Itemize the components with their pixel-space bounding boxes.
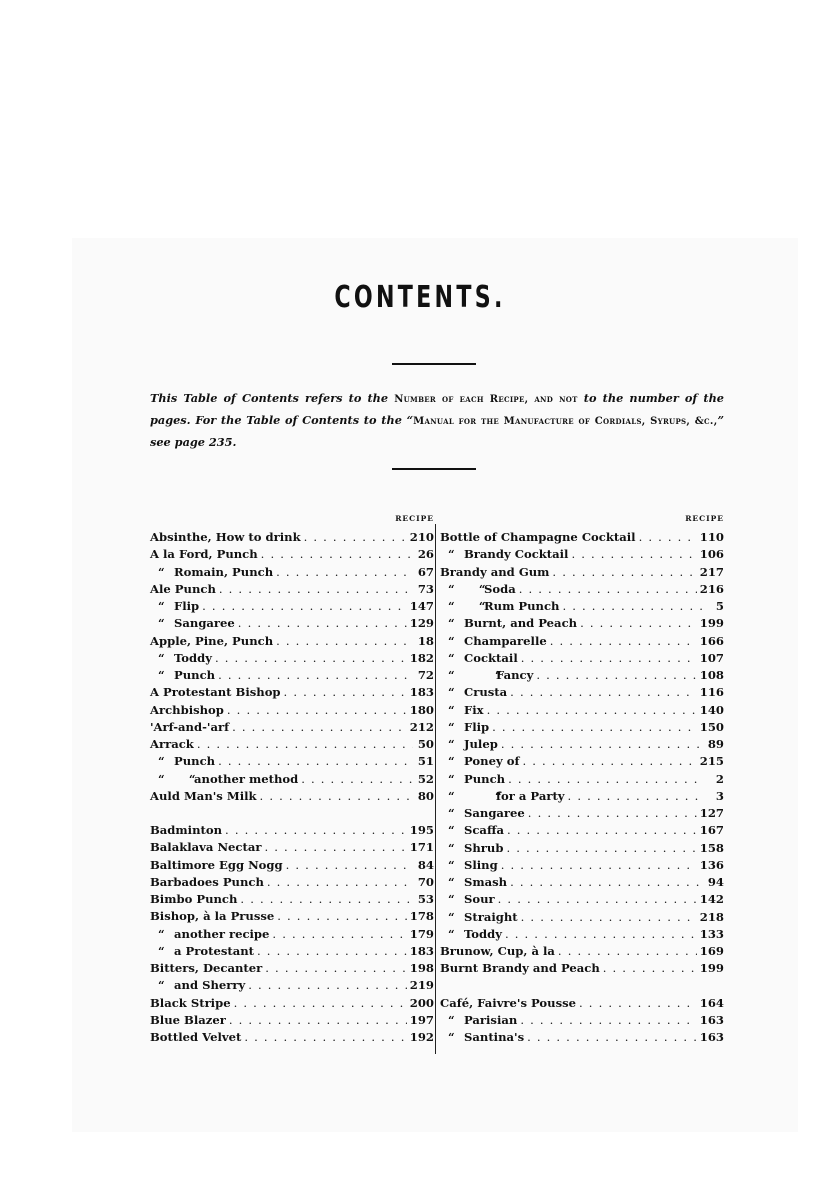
- contents-entry: [150, 684, 434, 701]
- dot-leader: [519, 581, 697, 598]
- recipe-number: 136: [699, 857, 724, 872]
- contents-entry: [440, 822, 724, 839]
- entry-label: Brunow, Cup, à la: [440, 944, 555, 958]
- recipe-number: 26: [417, 547, 434, 562]
- dot-leader: [562, 598, 703, 615]
- ditto-mark: “ “: [448, 668, 502, 682]
- entry-label: Crusta: [464, 685, 508, 700]
- contents-entry: [440, 909, 724, 926]
- entry-label: Burnt, and Peach: [464, 616, 578, 631]
- recipe-number: 50: [417, 737, 434, 751]
- contents-entry: [440, 719, 724, 736]
- entry-label: Punch: [174, 668, 216, 682]
- dot-leader: [284, 684, 407, 701]
- contents-entry: [150, 926, 434, 943]
- entry-label: Cocktail: [464, 650, 518, 665]
- recipe-number: 89: [707, 737, 724, 751]
- contents-entry: [150, 788, 434, 805]
- entry-label: a Protestant: [174, 943, 255, 958]
- dot-leader: [501, 857, 697, 874]
- note-text-3: ” see page 235.: [150, 413, 724, 449]
- contents-entry: [150, 529, 434, 546]
- entry-label: Flip: [464, 719, 490, 734]
- dot-leader: [218, 753, 413, 770]
- entry-label: A Protestant Bishop: [150, 685, 281, 700]
- ditto-mark: “: [158, 650, 165, 665]
- entry-label: Badminton: [150, 823, 223, 837]
- ditto-mark: “ “: [448, 599, 486, 613]
- dot-leader: [507, 822, 697, 839]
- ditto-mark: “: [448, 1012, 455, 1027]
- contents-entry: [440, 633, 724, 650]
- dot-leader: [272, 926, 406, 943]
- dot-leader: [261, 546, 413, 563]
- entry-label: Sangaree: [464, 806, 525, 820]
- recipe-number: 197: [409, 1012, 434, 1027]
- recipe-number: 158: [699, 840, 724, 855]
- entry-label: Julep: [464, 737, 498, 751]
- entry-label: Rum Punch: [484, 599, 560, 613]
- entry-label: Baltimore Egg Nogg: [150, 857, 283, 872]
- recipe-number: 5: [715, 599, 724, 613]
- contents-entry: [440, 857, 724, 874]
- entry-label: Blue Blazer: [150, 1012, 226, 1027]
- divider-bottom: [392, 468, 476, 470]
- ditto-mark: “: [158, 564, 165, 579]
- entry-label: Punch: [464, 771, 506, 786]
- contents-note: [150, 388, 724, 453]
- recipe-number: 195: [409, 823, 434, 837]
- contents-entry: [150, 943, 434, 960]
- dot-leader: [521, 650, 697, 667]
- ditto-mark: “ “: [448, 581, 486, 596]
- contents-entry: [440, 960, 724, 977]
- ditto-mark: “: [448, 547, 455, 562]
- dot-leader: [527, 1029, 697, 1046]
- recipe-number: 18: [417, 633, 434, 648]
- recipe-number: 73: [417, 581, 434, 596]
- recipe-number: 142: [699, 892, 724, 907]
- ditto-mark: “: [448, 909, 455, 924]
- contents-entry: [150, 822, 434, 839]
- ditto-mark: “: [158, 978, 165, 993]
- contents-entry: [150, 615, 434, 632]
- dot-leader: [550, 633, 697, 650]
- contents-entry: [440, 650, 724, 667]
- entry-label: Archbishop: [150, 702, 224, 717]
- dot-leader: [244, 1029, 406, 1046]
- note-text-2: to the number of the pages. For the Table of Contents to the “: [150, 391, 724, 427]
- dot-leader: [286, 857, 413, 874]
- contents-entry: [150, 908, 434, 925]
- recipe-number: 108: [699, 668, 724, 682]
- recipe-number: 80: [417, 788, 434, 803]
- dot-leader: [501, 736, 703, 753]
- dot-leader: [202, 598, 407, 615]
- entry-label: Burnt Brandy and Peach: [440, 961, 600, 976]
- recipe-number: 218: [699, 909, 724, 924]
- recipe-number: 147: [409, 599, 434, 613]
- entry-label: Bottled Velvet: [150, 1030, 242, 1044]
- contents-entry: [440, 874, 724, 891]
- dot-leader: [487, 702, 697, 719]
- ditto-mark: “: [448, 616, 455, 631]
- contents-entry: [150, 702, 434, 719]
- ditto-mark: “: [158, 943, 165, 958]
- ditto-mark: “: [448, 719, 455, 734]
- column-separator: [435, 524, 436, 1054]
- dot-leader: [225, 822, 407, 839]
- entry-label: Punch: [174, 754, 216, 769]
- recipe-number: 51: [417, 754, 434, 769]
- recipe-number: 150: [699, 719, 724, 734]
- recipe-number: 163: [699, 1012, 724, 1027]
- recipe-number: 163: [699, 1030, 724, 1044]
- dot-leader: [267, 874, 413, 891]
- entry-label: Straight: [464, 909, 518, 924]
- contents-entry: [440, 805, 724, 822]
- contents-entry: [440, 702, 724, 719]
- ditto-mark: “: [448, 926, 455, 941]
- divider-top: [392, 363, 476, 365]
- entry-label: Sling: [464, 857, 498, 872]
- recipe-number: 212: [409, 719, 434, 734]
- contents-entry: [150, 995, 434, 1012]
- contents-entry: [150, 1012, 434, 1029]
- recipe-number: 171: [409, 840, 434, 855]
- recipe-number: 52: [417, 771, 434, 786]
- dot-leader: [265, 960, 407, 977]
- ditto-mark: “: [448, 685, 455, 700]
- recipe-number: 167: [699, 823, 724, 838]
- recipe-number: 67: [417, 564, 434, 579]
- contents-entry: [150, 977, 434, 994]
- entry-label: Fancy: [496, 668, 534, 682]
- dot-leader: [218, 667, 413, 684]
- dot-leader: [506, 840, 696, 857]
- contents-entry: [150, 839, 434, 856]
- dot-leader: [579, 995, 697, 1012]
- recipe-number: 217: [699, 564, 724, 579]
- entry-label: Arrack: [150, 737, 194, 751]
- dot-leader: [568, 788, 703, 805]
- entry-label: Bimbo Punch: [150, 892, 238, 906]
- dot-leader: [260, 788, 413, 805]
- dot-leader: [240, 891, 413, 908]
- dot-leader: [505, 926, 697, 943]
- recipe-number: 179: [409, 926, 434, 941]
- contents-entry: [440, 546, 724, 563]
- recipe-number: 129: [409, 616, 434, 631]
- recipe-number: 199: [699, 616, 724, 631]
- contents-entry: [440, 581, 724, 598]
- recipe-number: 107: [699, 650, 724, 665]
- recipe-number: 70: [417, 874, 434, 889]
- column-header-left: RECIPE: [395, 514, 434, 523]
- contents-entry: [440, 926, 724, 943]
- entry-label: Sangaree: [174, 616, 235, 631]
- dot-leader: [510, 684, 697, 701]
- entry-label: A la Ford, Punch: [150, 547, 258, 562]
- dot-leader: [521, 909, 697, 926]
- recipe-number: 199: [699, 961, 724, 976]
- dot-leader: [528, 805, 697, 822]
- entry-label: Fix: [464, 702, 484, 717]
- entry-label: Ale Punch: [150, 581, 216, 596]
- ditto-mark: “: [448, 857, 455, 872]
- dot-leader: [510, 874, 703, 891]
- entry-label: Scaffa: [464, 823, 504, 838]
- recipe-number: 140: [699, 702, 724, 717]
- entry-label: Toddy: [464, 926, 502, 941]
- ditto-mark: “: [448, 875, 455, 889]
- entry-label: for a Party: [496, 788, 565, 803]
- recipe-number: 198: [409, 961, 434, 975]
- note-smallcaps-1: Number of each Recipe, and not: [394, 394, 578, 405]
- contents-entry: [440, 564, 724, 581]
- dot-leader: [508, 771, 703, 788]
- dot-leader: [558, 943, 697, 960]
- contents-entry: [150, 546, 434, 563]
- recipe-number: 178: [409, 909, 434, 924]
- ditto-mark: “: [448, 806, 455, 820]
- contents-entry: [440, 771, 724, 788]
- dot-leader: [522, 753, 696, 770]
- contents-entry: [440, 667, 724, 684]
- dot-leader: [552, 564, 696, 581]
- dot-leader: [276, 564, 413, 581]
- contents-entry: [440, 736, 724, 753]
- contents-entry: [150, 891, 434, 908]
- column-header-right: RECIPE: [685, 514, 724, 523]
- dot-leader: [536, 667, 696, 684]
- recipe-number: 200: [409, 995, 434, 1010]
- dot-leader: [215, 650, 407, 667]
- ditto-mark: “: [158, 754, 165, 769]
- ditto-mark: “: [448, 892, 455, 907]
- entry-label: Black Stripe: [150, 995, 231, 1010]
- recipe-number: 183: [409, 943, 434, 958]
- dot-leader: [238, 615, 407, 632]
- entry-label: Auld Man's Milk: [150, 788, 257, 803]
- recipe-number: 116: [699, 685, 724, 700]
- recipe-number: 164: [699, 995, 724, 1010]
- recipe-number: 183: [409, 685, 434, 700]
- contents-entry: [440, 1012, 724, 1029]
- contents-entry: [150, 1029, 434, 1046]
- recipe-number: 127: [699, 806, 724, 820]
- dot-leader: [227, 702, 407, 719]
- contents-column-right: [440, 514, 724, 1046]
- dot-leader: [229, 1012, 407, 1029]
- ditto-mark: “: [158, 616, 165, 631]
- entry-label: Smash: [464, 875, 508, 889]
- ditto-mark: “: [448, 823, 455, 838]
- dot-leader: [234, 995, 407, 1012]
- contents-entry: [440, 1029, 724, 1046]
- contents-entry: [440, 943, 724, 960]
- recipe-number: 133: [699, 926, 724, 941]
- recipe-number: 3: [715, 788, 724, 803]
- contents-entry: [150, 960, 434, 977]
- ditto-mark: “: [448, 1030, 455, 1044]
- entry-label: Flip: [174, 599, 200, 613]
- ditto-mark: “: [448, 633, 455, 648]
- entry-label: Brandy Cocktail: [464, 547, 569, 562]
- dot-leader: [197, 736, 413, 753]
- note-smallcaps-2: Manual for the Manufacture of Cordials, Syrups, &c.,: [413, 416, 718, 427]
- contents-entry: [440, 529, 724, 546]
- ditto-mark: “: [448, 754, 455, 769]
- note-text-1: This Table of Contents refers to the: [150, 391, 395, 405]
- ditto-mark: “: [158, 668, 165, 682]
- ditto-mark: “ “: [158, 771, 196, 786]
- contents-entry: [440, 788, 724, 805]
- entry-label: Apple, Pine, Punch: [150, 633, 274, 648]
- recipe-number: 182: [409, 650, 434, 665]
- recipe-number: 180: [409, 702, 434, 717]
- ditto-mark: “: [448, 737, 455, 751]
- contents-entry: [150, 771, 434, 788]
- dot-leader: [498, 891, 697, 908]
- recipe-number: 219: [409, 978, 434, 993]
- dot-leader: [492, 719, 697, 736]
- entry-label: Romain, Punch: [174, 564, 274, 579]
- dot-leader: [639, 529, 697, 546]
- entry-label: Bottle of Champagne Cocktail: [440, 530, 636, 544]
- ditto-mark: “: [448, 650, 455, 665]
- dot-leader: [520, 1012, 696, 1029]
- contents-entry: [150, 719, 434, 736]
- entry-label: Absinthe, How to drink: [150, 530, 301, 544]
- entry-label: Champarelle: [464, 633, 547, 648]
- ditto-mark: “: [448, 771, 455, 786]
- entry-label: Santina's: [464, 1030, 525, 1044]
- entry-label: Café, Faivre's Pousse: [440, 995, 577, 1010]
- dot-leader: [264, 839, 406, 856]
- recipe-number: 169: [699, 944, 724, 958]
- contents-entry: [150, 598, 434, 615]
- entry-label: Parisian: [464, 1012, 518, 1027]
- contents-entry: [440, 598, 724, 615]
- recipe-number: 166: [699, 633, 724, 648]
- contents-entry: [150, 857, 434, 874]
- contents-entry: [150, 581, 434, 598]
- dot-leader: [580, 615, 697, 632]
- contents-entry: [150, 874, 434, 891]
- dot-leader: [304, 529, 407, 546]
- dot-leader: [257, 943, 407, 960]
- entry-label: another method: [194, 771, 299, 786]
- dot-leader: [277, 908, 407, 925]
- page-title: CONTENTS.: [334, 280, 506, 315]
- entry-label: Shrub: [464, 840, 504, 855]
- dot-leader: [276, 633, 413, 650]
- recipe-number: 53: [417, 892, 434, 906]
- recipe-number: 72: [417, 668, 434, 682]
- recipe-number: 94: [707, 875, 724, 889]
- entry-label: Bitters, Decanter: [150, 961, 263, 975]
- dot-leader: [301, 771, 413, 788]
- contents-entry: [150, 667, 434, 684]
- dot-leader: [248, 977, 407, 994]
- entry-label: and Sherry: [174, 978, 246, 993]
- entry-label: Toddy: [174, 650, 212, 665]
- ditto-mark: “: [158, 926, 165, 941]
- dot-leader: [571, 546, 696, 563]
- ditto-mark: “ “: [448, 788, 502, 803]
- entry-label: another recipe: [174, 926, 270, 941]
- dot-leader: [232, 719, 407, 736]
- recipe-number: 106: [699, 547, 724, 562]
- contents-column-left: [150, 514, 434, 1046]
- recipe-number: 192: [409, 1030, 434, 1044]
- contents-entry: [440, 995, 724, 1012]
- recipe-number: 84: [417, 857, 434, 872]
- recipe-number: 110: [699, 530, 724, 544]
- contents-entry: [440, 891, 724, 908]
- ditto-mark: “: [448, 702, 455, 717]
- recipe-number: 215: [699, 754, 724, 769]
- entry-label: Brandy and Gum: [440, 564, 550, 579]
- entry-label: Balaklava Nectar: [150, 840, 262, 855]
- contents-entry: [150, 753, 434, 770]
- contents-entry: [440, 684, 724, 701]
- recipe-number: 2: [715, 771, 724, 786]
- contents-entry: [440, 753, 724, 770]
- dot-leader: [603, 960, 697, 977]
- entry-label: Poney of: [464, 754, 520, 769]
- dot-leader: [219, 581, 413, 598]
- entry-label: Barbadoes Punch: [150, 874, 264, 889]
- entry-label: Bishop, à la Prusse: [150, 909, 275, 924]
- recipe-number: 216: [699, 581, 724, 596]
- recipe-number: 210: [409, 530, 434, 544]
- contents-entry: [150, 564, 434, 581]
- contents-entry: [440, 840, 724, 857]
- entry-label: 'Arf-and-'arf: [150, 719, 230, 734]
- entry-label: Sour: [464, 892, 495, 907]
- entry-label: Soda: [484, 581, 516, 596]
- ditto-mark: “: [448, 840, 455, 855]
- contents-entry: [440, 615, 724, 632]
- ditto-mark: “: [158, 599, 165, 613]
- contents-entry: [150, 736, 434, 753]
- contents-entry: [150, 633, 434, 650]
- contents-entry: [150, 650, 434, 667]
